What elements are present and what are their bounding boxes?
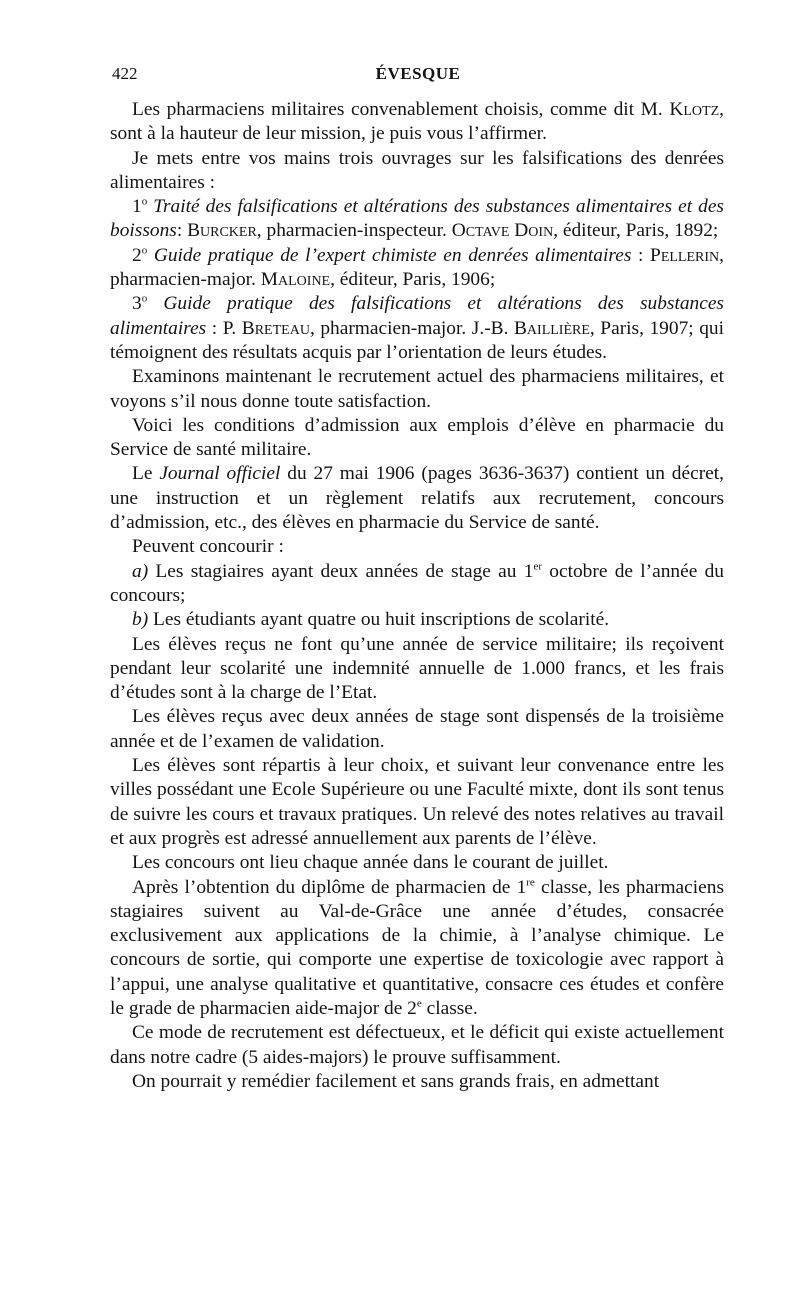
reference-3: 3$^o$ Guide pratique des falsifications et altérations des substances alimentaires : P. Breteau, pharmacien-major. J.-B. Baillière, Paris, 1907; qui témoignent des résultats acquis par l’orientation de leurs études. — [110, 292, 724, 363]
book-title: Guide pratique des falsifications et altérations des substances alimentaires — [110, 293, 724, 339]
body-text — [110, 98, 724, 1094]
paragraph-10: Les élèves reçus avec deux années de stage sont dispensés de la troisième année et de l’examen de validation. — [110, 706, 724, 752]
paragraph-13: Après l’obtention du diplôme de pharmacien de 1re classe, les pharmaciens stagiaires suivent au Val-de-Grâce une année d’études, consacrée exclusivement aux applications de la chimie, à l’analyse chimique. Le concours de sortie, qui comporte une expertise de toxicologie avec rapport à l’appui, une analyse qualitative et quantitative, consacre ces études et confère le grade de pharmacien aide-major de 2e classe. — [110, 876, 724, 1019]
publisher-name: Maloine — [260, 269, 331, 291]
list-item-b: b) Les étudiants ayant quatre ou huit inscriptions de scolarité. — [132, 609, 610, 631]
publisher-name: J.-B. Baillière — [471, 317, 590, 339]
paragraph-2: Je mets entre vos mains trois ouvrages sur les falsifications des denrées alimentaires : — [110, 147, 724, 193]
publisher-name: Octave Doin — [451, 220, 554, 242]
book-title: Traité des falsifications et altérations des substances alimentaires et des boissons — [110, 196, 724, 242]
paragraph-14: Ce mode de recrutement est défectueux, et le déficit qui existe actuellement dans notre cadre (5 aides-majors) le prouve suffisamment. — [110, 1022, 724, 1068]
paragraph-3: Examinons maintenant le recrutement actuel des pharmaciens militaires, et voyons s’il nous donne toute satisfaction. — [110, 366, 724, 412]
author-name: Breteau — [241, 317, 310, 339]
author-name: Klotz — [669, 99, 720, 120]
paragraph-11: Les élèves sont répartis à leur choix, et suivant leur convenance entre les villes possédant une Ecole Supérieure ou une Faculté mixte, dont ils sont tenus de suivre les cours et travaux pratiques. Un relevé des notes relatives au travail et aux progrès est adressé annuellement aux parents de l’élève. — [110, 755, 724, 849]
author-name: Pellerin — [650, 244, 720, 266]
paragraph-6: Peuvent concourir : — [132, 536, 284, 558]
book-title: Guide pratique de l’expert chimiste en denrées alimentaires — [153, 244, 632, 266]
paragraph-15: On pourrait y remédier facilement et sans grands frais, en admettant — [132, 1070, 660, 1092]
journal-title: Journal officiel — [159, 463, 281, 485]
page-number: 422 — [112, 64, 138, 83]
page-header — [112, 64, 724, 90]
list-item-a: a) Les stagiaires ayant deux années de stage au 1er octobre de l’année du concours; — [110, 560, 724, 606]
paragraph-9: Les élèves reçus ne font qu’une année de service militaire; ils reçoivent pendant leur scolarité une indemnité annuelle de 1.000 francs, et les frais d’études sont à la charge de l’Etat. — [110, 633, 724, 704]
author-name: Burcker — [187, 220, 257, 242]
reference-2: 2$^o$ Guide pratique de l’expert chimiste en denrées alimentaires : Pellerin, pharmacien-major. Maloine, éditeur, Paris, 1906; — [110, 244, 724, 291]
paragraph-12: Les concours ont lieu chaque année dans le courant de juillet. — [132, 852, 609, 874]
running-title: ÉVESQUE — [375, 64, 461, 83]
paragraph-1: Les pharmaciens militaires convenablement choisis, comme dit M. Klotz, sont à la hauteur de leur mission, je puis vous l’affirmer. — [110, 99, 724, 145]
paragraph-4: Voici les conditions d’admission aux emplois d’élève en pharmacie du Service de santé militaire. — [110, 414, 724, 461]
paragraph-5: Le Journal officiel du 27 mai 1906 (pages 3636-3637) contient un décret, une instruction et un règlement relatifs aux recrutement, concours d’admission, etc., des élèves en pharmacie du Service de santé. — [110, 463, 724, 534]
reference-1: 1$^o$ Traité des falsifications et altérations des substances alimentaires et des boissons: Burcker, pharmacien-inspecteur. Octave Doin, éditeur, Paris, 1892; — [110, 195, 724, 242]
